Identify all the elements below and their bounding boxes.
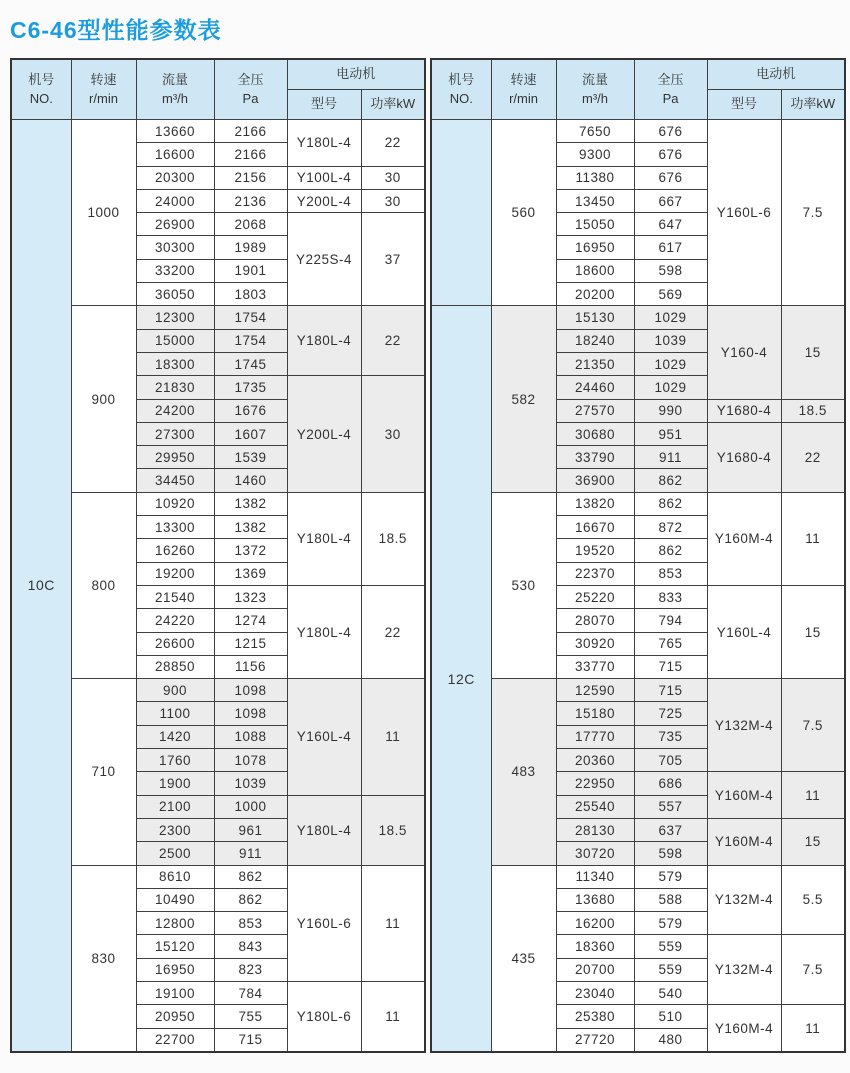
pressure-cell: 1323 xyxy=(214,585,287,608)
pressure-cell: 765 xyxy=(634,632,707,655)
pressure-cell: 1098 xyxy=(214,702,287,725)
flow-cell: 21830 xyxy=(136,376,214,399)
flow-cell: 7650 xyxy=(556,120,634,143)
motor-power-cell: 18.5 xyxy=(361,492,425,585)
flow-cell: 28130 xyxy=(556,818,634,841)
motor-power-cell: 7.5 xyxy=(781,120,845,306)
flow-cell: 26900 xyxy=(136,213,214,236)
flow-cell: 15120 xyxy=(136,935,214,958)
pressure-cell: 2156 xyxy=(214,166,287,189)
pressure-cell: 1088 xyxy=(214,725,287,748)
pressure-cell: 843 xyxy=(214,935,287,958)
pressure-cell: 1098 xyxy=(214,679,287,702)
pressure-cell: 676 xyxy=(634,166,707,189)
header-motor-power: 功率kW xyxy=(361,90,425,120)
motor-model-cell: Y200L-4 xyxy=(287,376,361,492)
flow-cell: 11340 xyxy=(556,865,634,888)
motor-power-cell: 22 xyxy=(361,120,425,167)
page-title: C6-46型性能参数表 xyxy=(10,17,222,43)
header-motor: 电动机 xyxy=(707,59,845,90)
table-body-left xyxy=(11,120,425,1052)
header-motor-model: 型号 xyxy=(707,90,781,120)
flow-cell: 24200 xyxy=(136,399,214,422)
flow-cell: 28850 xyxy=(136,655,214,678)
motor-power-cell: 7.5 xyxy=(781,679,845,772)
motor-power-cell: 5.5 xyxy=(781,865,845,935)
motor-model-cell: Y1680-4 xyxy=(707,422,781,492)
header-motor: 电动机 xyxy=(287,59,425,90)
speed-cell: 435 xyxy=(491,865,556,1052)
pressure-cell: 1460 xyxy=(214,469,287,492)
flow-cell: 25540 xyxy=(556,795,634,818)
pressure-cell: 784 xyxy=(214,981,287,1004)
flow-cell: 15000 xyxy=(136,329,214,352)
motor-power-cell: 37 xyxy=(361,213,425,306)
pressure-cell: 1039 xyxy=(214,772,287,795)
speed-cell: 530 xyxy=(491,492,556,678)
pressure-cell: 951 xyxy=(634,422,707,445)
flow-cell: 10920 xyxy=(136,492,214,515)
pressure-cell: 557 xyxy=(634,795,707,818)
flow-cell: 13300 xyxy=(136,516,214,539)
speed-cell: 830 xyxy=(71,865,136,1052)
motor-power-cell: 22 xyxy=(361,585,425,678)
flow-cell: 19100 xyxy=(136,981,214,1004)
header-motor-power: 功率kW xyxy=(781,90,845,120)
motor-model-cell: Y180L-4 xyxy=(287,306,361,376)
flow-cell: 36050 xyxy=(136,283,214,306)
pressure-cell: 510 xyxy=(634,1005,707,1028)
flow-cell: 20200 xyxy=(556,283,634,306)
flow-cell: 2300 xyxy=(136,818,214,841)
machine-cell: 12C xyxy=(431,306,491,1052)
flow-cell: 25220 xyxy=(556,585,634,608)
header-pressure: 全压 Pa xyxy=(214,59,287,120)
flow-cell: 23040 xyxy=(556,981,634,1004)
pressure-cell: 853 xyxy=(634,562,707,585)
motor-power-cell: 22 xyxy=(361,306,425,376)
flow-cell: 20360 xyxy=(556,749,634,772)
pressure-cell: 579 xyxy=(634,865,707,888)
flow-cell: 20300 xyxy=(136,166,214,189)
pressure-cell: 1156 xyxy=(214,655,287,678)
motor-model-cell: Y160L-6 xyxy=(707,120,781,306)
flow-cell: 20950 xyxy=(136,1005,214,1028)
flow-cell: 16200 xyxy=(556,912,634,935)
flow-cell: 1900 xyxy=(136,772,214,795)
flow-cell: 24220 xyxy=(136,609,214,632)
flow-cell: 2100 xyxy=(136,795,214,818)
flow-cell: 12300 xyxy=(136,306,214,329)
motor-model-cell: Y160M-4 xyxy=(707,772,781,819)
pressure-cell: 911 xyxy=(214,842,287,865)
motor-model-cell: Y180L-4 xyxy=(287,120,361,167)
flow-cell: 30720 xyxy=(556,842,634,865)
pressure-cell: 1029 xyxy=(634,306,707,329)
pressure-cell: 735 xyxy=(634,725,707,748)
header-speed: 转速 r/min xyxy=(491,59,556,120)
flow-cell: 19200 xyxy=(136,562,214,585)
flow-cell: 9300 xyxy=(556,143,634,166)
motor-model-cell: Y180L-6 xyxy=(287,981,361,1051)
flow-cell: 15050 xyxy=(556,213,634,236)
pressure-cell: 480 xyxy=(634,1028,707,1052)
motor-model-cell: Y160L-4 xyxy=(287,679,361,795)
motor-power-cell: 30 xyxy=(361,166,425,189)
pressure-cell: 617 xyxy=(634,236,707,259)
flow-cell: 27300 xyxy=(136,422,214,445)
flow-cell: 20700 xyxy=(556,958,634,981)
pressure-cell: 715 xyxy=(214,1028,287,1052)
pressure-cell: 823 xyxy=(214,958,287,981)
pressure-cell: 1369 xyxy=(214,562,287,585)
flow-cell: 25380 xyxy=(556,1005,634,1028)
motor-model-cell: Y200L-4 xyxy=(287,189,361,212)
flow-cell: 16600 xyxy=(136,143,214,166)
pressure-cell: 1676 xyxy=(214,399,287,422)
pressure-cell: 862 xyxy=(634,539,707,562)
speed-cell: 582 xyxy=(491,306,556,492)
flow-cell: 27720 xyxy=(556,1028,634,1052)
pressure-cell: 686 xyxy=(634,772,707,795)
pressure-cell: 1803 xyxy=(214,283,287,306)
flow-cell: 1760 xyxy=(136,749,214,772)
pressure-cell: 559 xyxy=(634,935,707,958)
motor-model-cell: Y132M-4 xyxy=(707,679,781,772)
flow-cell: 28070 xyxy=(556,609,634,632)
pressure-cell: 2166 xyxy=(214,120,287,143)
motor-power-cell: 11 xyxy=(361,865,425,981)
motor-power-cell: 15 xyxy=(781,818,845,865)
flow-cell: 24000 xyxy=(136,189,214,212)
motor-power-cell: 18.5 xyxy=(781,399,845,422)
pressure-cell: 794 xyxy=(634,609,707,632)
flow-cell: 27570 xyxy=(556,399,634,422)
pressure-cell: 853 xyxy=(214,912,287,935)
flow-cell: 16670 xyxy=(556,516,634,539)
speed-cell: 1000 xyxy=(71,120,136,306)
flow-cell: 16260 xyxy=(136,539,214,562)
machine-cell: 10C xyxy=(11,120,71,1052)
flow-cell: 22700 xyxy=(136,1028,214,1052)
pressure-cell: 1735 xyxy=(214,376,287,399)
motor-model-cell: Y132M-4 xyxy=(707,865,781,935)
flow-cell: 26600 xyxy=(136,632,214,655)
pressure-cell: 862 xyxy=(214,888,287,911)
pressure-cell: 1754 xyxy=(214,329,287,352)
pressure-cell: 755 xyxy=(214,1005,287,1028)
motor-power-cell: 11 xyxy=(361,679,425,795)
pressure-cell: 1039 xyxy=(634,329,707,352)
pressure-cell: 598 xyxy=(634,259,707,282)
speed-cell: 710 xyxy=(71,679,136,865)
pressure-cell: 862 xyxy=(214,865,287,888)
motor-model-cell: Y132M-4 xyxy=(707,935,781,1005)
motor-power-cell: 18.5 xyxy=(361,795,425,865)
pressure-cell: 569 xyxy=(634,283,707,306)
pressure-cell: 2136 xyxy=(214,189,287,212)
flow-cell: 12590 xyxy=(556,679,634,702)
pressure-cell: 559 xyxy=(634,958,707,981)
flow-cell: 2500 xyxy=(136,842,214,865)
pressure-cell: 1382 xyxy=(214,516,287,539)
flow-cell: 15180 xyxy=(556,702,634,725)
motor-model-cell: Y1680-4 xyxy=(707,399,781,422)
motor-model-cell: Y180L-4 xyxy=(287,492,361,585)
pressure-cell: 1215 xyxy=(214,632,287,655)
pressure-cell: 1901 xyxy=(214,259,287,282)
header-speed: 转速 r/min xyxy=(71,59,136,120)
motor-model-cell: Y180L-4 xyxy=(287,795,361,865)
flow-cell: 30300 xyxy=(136,236,214,259)
pressure-cell: 647 xyxy=(634,213,707,236)
flow-cell: 21540 xyxy=(136,585,214,608)
flow-cell: 13680 xyxy=(556,888,634,911)
pressure-cell: 1078 xyxy=(214,749,287,772)
pressure-cell: 1607 xyxy=(214,422,287,445)
pressure-cell: 1754 xyxy=(214,306,287,329)
motor-model-cell: Y160-4 xyxy=(707,306,781,399)
header-flow: 流量 m³/h xyxy=(136,59,214,120)
pressure-cell: 833 xyxy=(634,585,707,608)
pressure-cell: 588 xyxy=(634,888,707,911)
motor-power-cell: 15 xyxy=(781,585,845,678)
header-machine: 机号 NO. xyxy=(431,59,491,120)
pressure-cell: 911 xyxy=(634,446,707,469)
motor-power-cell: 11 xyxy=(781,492,845,585)
flow-cell: 21350 xyxy=(556,352,634,375)
pressure-cell: 1274 xyxy=(214,609,287,632)
pressure-cell: 715 xyxy=(634,679,707,702)
motor-power-cell: 11 xyxy=(781,772,845,819)
motor-power-cell: 7.5 xyxy=(781,935,845,1005)
motor-power-cell: 15 xyxy=(781,306,845,399)
header-flow: 流量 m³/h xyxy=(556,59,634,120)
motor-power-cell: 30 xyxy=(361,189,425,212)
flow-cell: 22370 xyxy=(556,562,634,585)
performance-table-right xyxy=(430,58,846,1053)
machine-cell xyxy=(431,120,491,306)
motor-model-cell: Y160M-4 xyxy=(707,1005,781,1052)
motor-model-cell: Y160L-6 xyxy=(287,865,361,981)
pressure-cell: 676 xyxy=(634,143,707,166)
motor-model-cell: Y160M-4 xyxy=(707,492,781,585)
flow-cell: 17770 xyxy=(556,725,634,748)
header-pressure: 全压 Pa xyxy=(634,59,707,120)
speed-cell: 900 xyxy=(71,306,136,492)
flow-cell: 900 xyxy=(136,679,214,702)
flow-cell: 15130 xyxy=(556,306,634,329)
tables-container xyxy=(10,58,842,1053)
flow-cell: 36900 xyxy=(556,469,634,492)
motor-model-cell: Y160L-4 xyxy=(707,585,781,678)
flow-cell: 11380 xyxy=(556,166,634,189)
pressure-cell: 862 xyxy=(634,492,707,515)
flow-cell: 1100 xyxy=(136,702,214,725)
flow-cell: 13450 xyxy=(556,189,634,212)
pressure-cell: 540 xyxy=(634,981,707,1004)
pressure-cell: 1989 xyxy=(214,236,287,259)
pressure-cell: 1382 xyxy=(214,492,287,515)
pressure-cell: 1745 xyxy=(214,352,287,375)
pressure-cell: 1372 xyxy=(214,539,287,562)
motor-power-cell: 30 xyxy=(361,376,425,492)
flow-cell: 30680 xyxy=(556,422,634,445)
flow-cell: 29950 xyxy=(136,446,214,469)
flow-cell: 8610 xyxy=(136,865,214,888)
pressure-cell: 725 xyxy=(634,702,707,725)
motor-model-cell: Y225S-4 xyxy=(287,213,361,306)
table-body-right xyxy=(431,120,845,1052)
flow-cell: 13820 xyxy=(556,492,634,515)
speed-cell: 560 xyxy=(491,120,556,306)
flow-cell: 18600 xyxy=(556,259,634,282)
flow-cell: 19520 xyxy=(556,539,634,562)
speed-cell: 483 xyxy=(491,679,556,865)
pressure-cell: 676 xyxy=(634,120,707,143)
pressure-cell: 1029 xyxy=(634,352,707,375)
performance-table-left xyxy=(10,58,426,1053)
pressure-cell: 862 xyxy=(634,469,707,492)
pressure-cell: 715 xyxy=(634,655,707,678)
flow-cell: 16950 xyxy=(136,958,214,981)
flow-cell: 33770 xyxy=(556,655,634,678)
pressure-cell: 705 xyxy=(634,749,707,772)
pressure-cell: 667 xyxy=(634,189,707,212)
speed-cell: 800 xyxy=(71,492,136,678)
flow-cell: 12800 xyxy=(136,912,214,935)
flow-cell: 30920 xyxy=(556,632,634,655)
flow-cell: 1420 xyxy=(136,725,214,748)
header-machine: 机号 NO. xyxy=(11,59,71,120)
flow-cell: 22950 xyxy=(556,772,634,795)
motor-model-cell: Y100L-4 xyxy=(287,166,361,189)
pressure-cell: 598 xyxy=(634,842,707,865)
flow-cell: 18240 xyxy=(556,329,634,352)
motor-power-cell: 11 xyxy=(361,981,425,1051)
pressure-cell: 2068 xyxy=(214,213,287,236)
pressure-cell: 1000 xyxy=(214,795,287,818)
pressure-cell: 637 xyxy=(634,818,707,841)
flow-cell: 18300 xyxy=(136,352,214,375)
flow-cell: 18360 xyxy=(556,935,634,958)
motor-power-cell: 22 xyxy=(781,422,845,492)
pressure-cell: 579 xyxy=(634,912,707,935)
header-motor-model: 型号 xyxy=(287,90,361,120)
pressure-cell: 872 xyxy=(634,516,707,539)
flow-cell: 34450 xyxy=(136,469,214,492)
motor-model-cell: Y160M-4 xyxy=(707,818,781,865)
flow-cell: 10490 xyxy=(136,888,214,911)
flow-cell: 16950 xyxy=(556,236,634,259)
pressure-cell: 961 xyxy=(214,818,287,841)
pressure-cell: 990 xyxy=(634,399,707,422)
flow-cell: 33790 xyxy=(556,446,634,469)
pressure-cell: 2166 xyxy=(214,143,287,166)
pressure-cell: 1539 xyxy=(214,446,287,469)
pressure-cell: 1029 xyxy=(634,376,707,399)
flow-cell: 13660 xyxy=(136,120,214,143)
flow-cell: 33200 xyxy=(136,259,214,282)
motor-model-cell: Y180L-4 xyxy=(287,585,361,678)
flow-cell: 24460 xyxy=(556,376,634,399)
motor-power-cell: 11 xyxy=(781,1005,845,1052)
